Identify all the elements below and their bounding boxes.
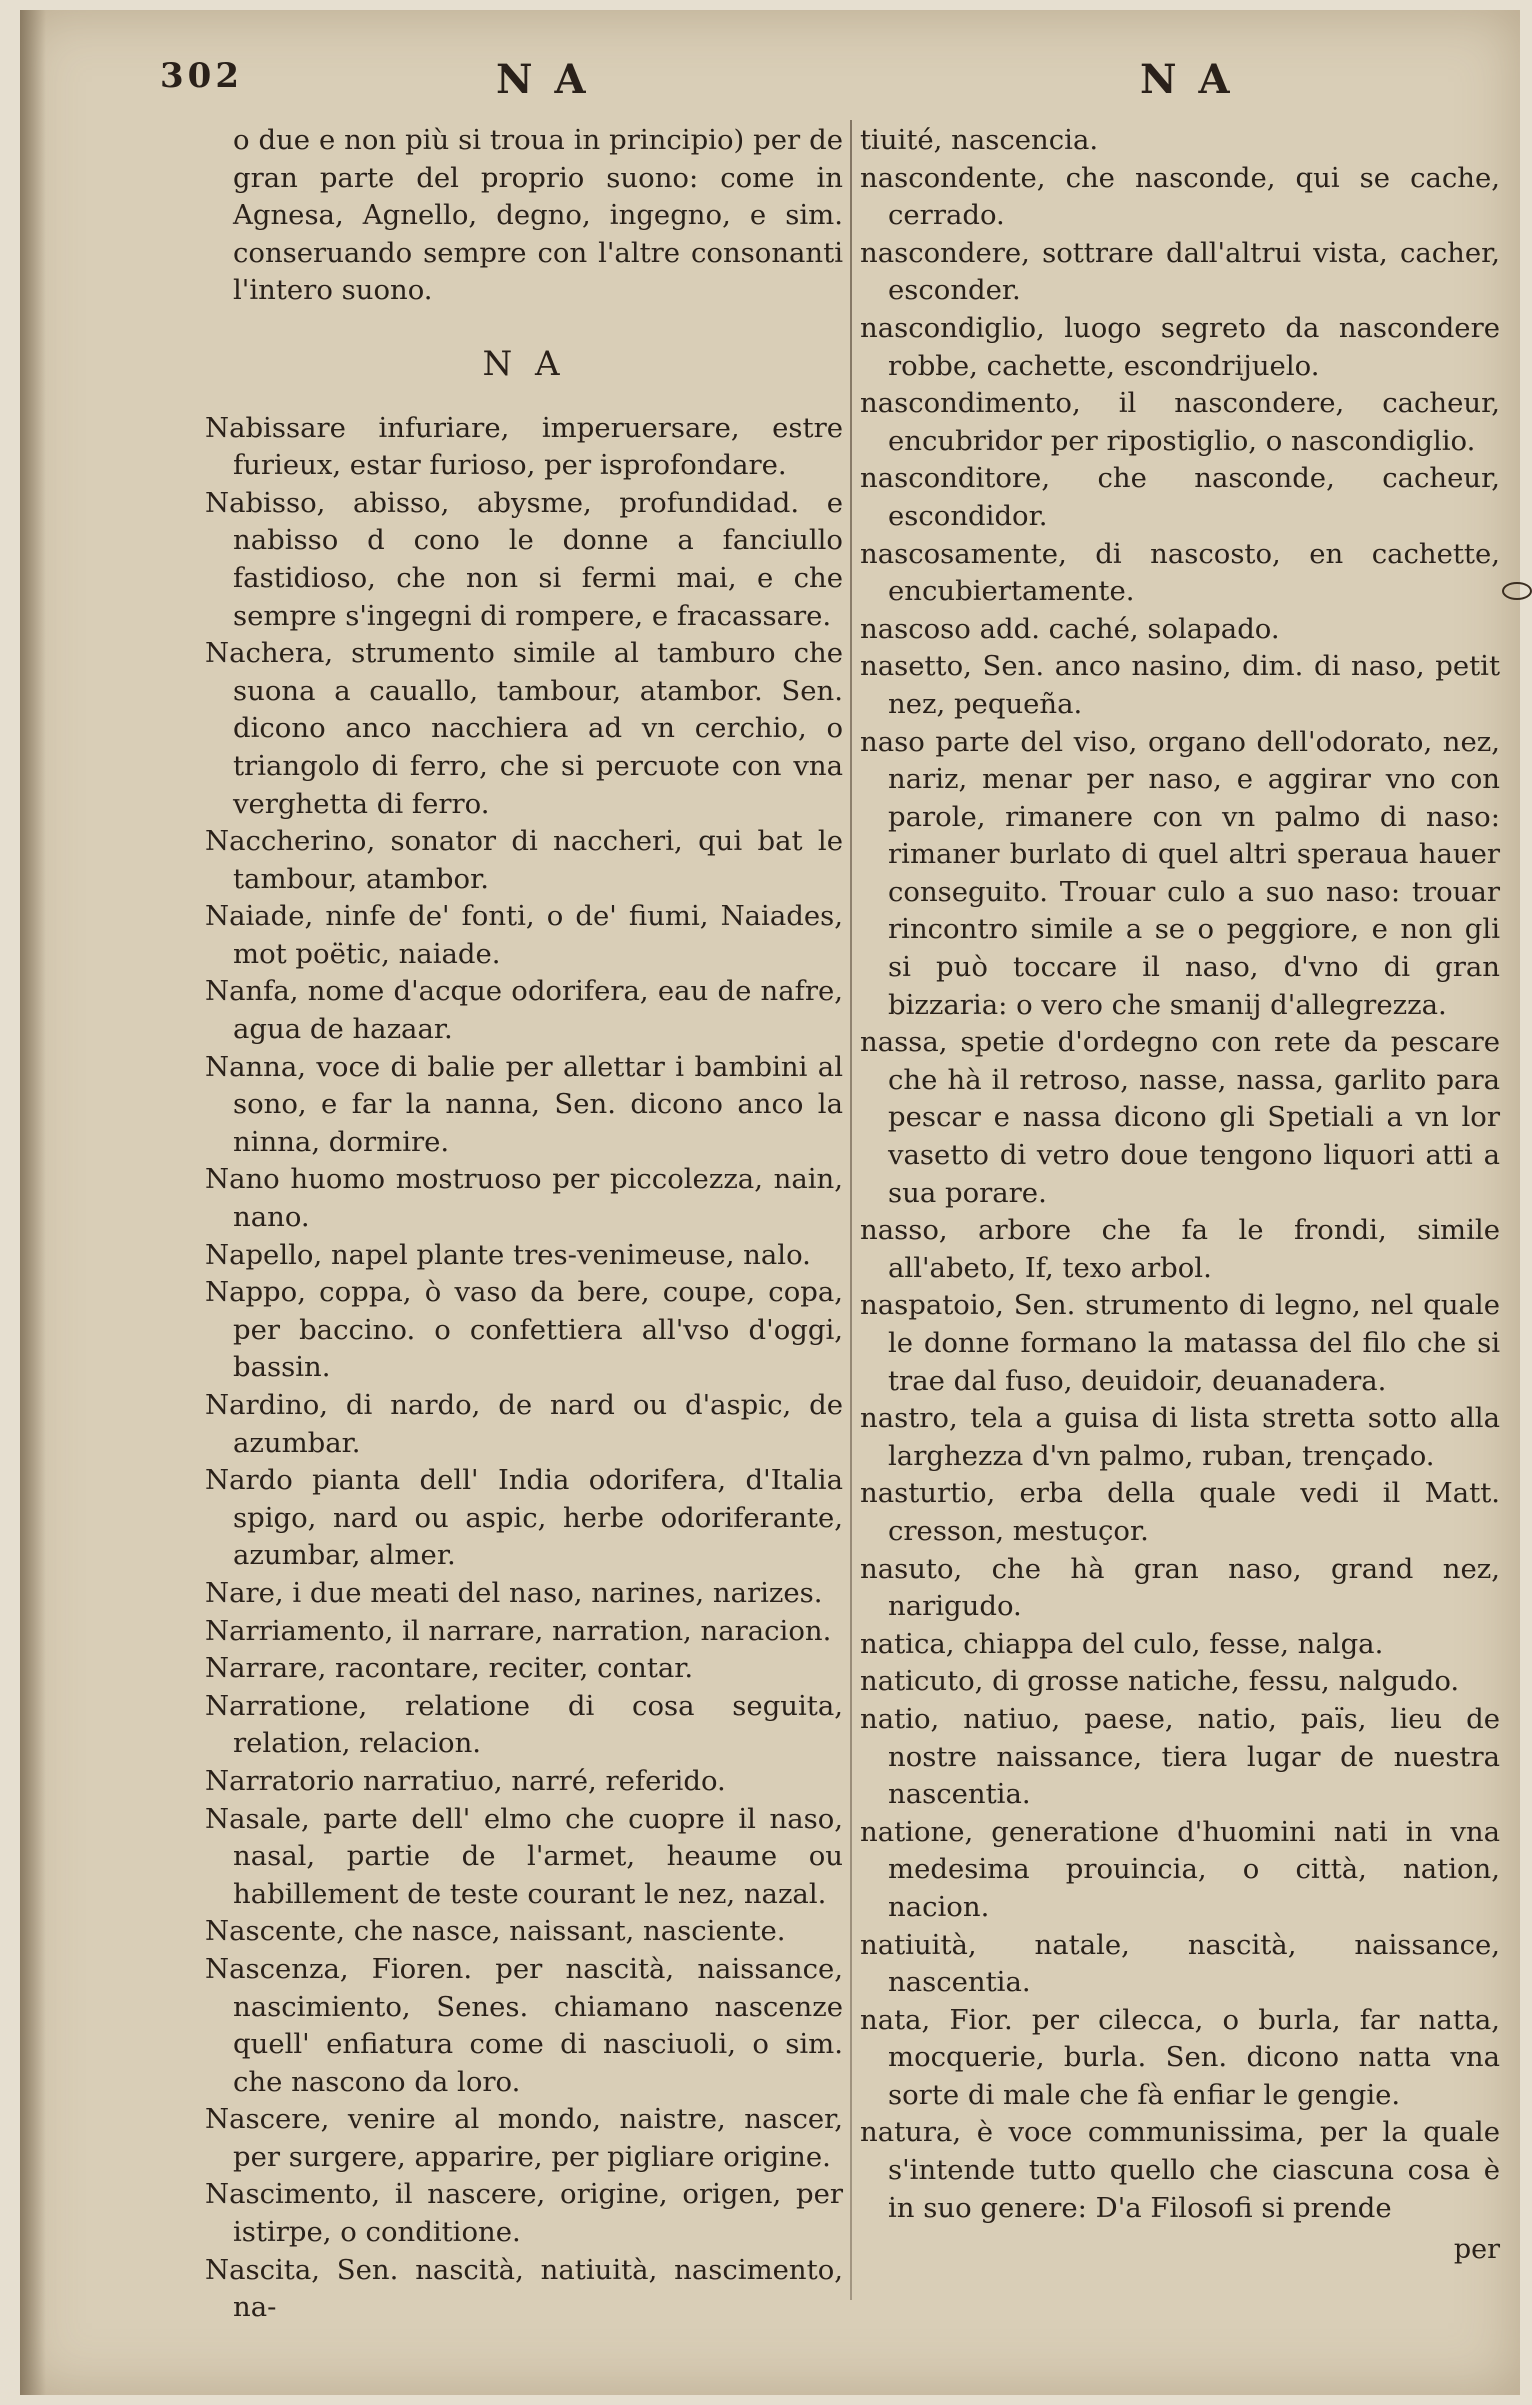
dictionary-entry: nasetto, Sen. anco nasino, dim. di naso, petit nez, pequeña. bbox=[860, 650, 1500, 720]
dictionary-entry: nascosamente, di nascosto, en cachette, encubiertamente. bbox=[860, 537, 1500, 608]
page-number: 302 bbox=[160, 56, 243, 96]
dictionary-entry: nasturtio, erba della quale vedi il Matt. cresson, mestuçor. bbox=[860, 1477, 1500, 1547]
dictionary-entry: nascondimento, il nascondere, cacheur, encubridor per ripostiglio, o nascondiglio. bbox=[860, 387, 1500, 457]
right-entries bbox=[860, 122, 1500, 2227]
dictionary-entry: naspatoio, Sen. strumento di legno, nel quale le donne formano la matassa del filo che si trae dal fuso, deuidoir, deuanadera. bbox=[860, 1289, 1500, 1397]
dictionary-entry: Narrare, racontare, reciter, contar. bbox=[205, 1652, 694, 1685]
right-column bbox=[860, 122, 1500, 2269]
dictionary-entry: natio, natiuo, paese, natio, païs, lieu de nostre naissance, tiera lugar de nuestra nascentia. bbox=[860, 1702, 1500, 1811]
dictionary-entry: nastro, tela a guisa di lista stretta sotto alla larghezza d'vn palmo, ruban, trençado. bbox=[860, 1402, 1500, 1472]
dictionary-entry: Nascere, venire al mondo, naistre, nascer, per surgere, apparire, per pigliare origine. bbox=[205, 2103, 843, 2173]
margin-ring-mark bbox=[1502, 582, 1532, 600]
dictionary-entry: Nascimento, il nascere, origine, origen, per istirpe, o conditione. bbox=[205, 2178, 843, 2249]
dictionary-entry: nassa, spetie d'ordegno con rete da pescare che hà il retroso, nasse, nassa, garlito para pescar e nassa dicono gli Spetiali a vn lor vasetto di vetro doue tengono liquori atti a sua porare. bbox=[860, 1026, 1500, 1209]
dictionary-entry: Narratorio narratiuo, narré, referido. bbox=[205, 1764, 726, 1797]
dictionary-entry: Nappo, coppa, ò vaso da bere, coupe, copa, per baccino. o confettiera all'vso d'oggi, bassin. bbox=[205, 1276, 843, 1384]
dictionary-entry: nascondente, che nasconde, qui se cache, cerrado. bbox=[860, 161, 1500, 232]
dictionary-entry: Nasale, parte dell' elmo che cuopre il naso, nasal, partie de l'armet, heaume ou habillement de teste courant le nez, nazal. bbox=[205, 1802, 843, 1910]
dictionary-entry: Nano huomo mostruoso per piccolezza, nain, nano. bbox=[205, 1163, 843, 1234]
dictionary-entry: nasconditore, che nasconde, cacheur, escondidor. bbox=[860, 462, 1500, 532]
section-heading: N A bbox=[482, 343, 566, 384]
dictionary-entry: Naiade, ninfe de' fonti, o de' fiumi, Naiades, mot poëtic, naiade. bbox=[205, 900, 843, 970]
dictionary-entry: nasuto, che hà gran naso, grand nez, narigudo. bbox=[860, 1552, 1500, 1623]
dictionary-entry: Nabissare infuriare, imperuersare, estre furieux, estar furioso, per isprofondare. bbox=[205, 411, 843, 482]
dictionary-entry: nascoso add. caché, solapado. bbox=[860, 612, 1280, 645]
dictionary-entry: nasso, arbore che fa le frondi, simile all'abeto, If, texo arbol. bbox=[860, 1214, 1500, 1284]
dictionary-entry: natiuità, natale, nascità, naissance, nascentia. bbox=[860, 1928, 1500, 1999]
dictionary-entry: Nascenza, Fioren. per nascità, naissance, nascimiento, Senes. chiamano nascenze quell' enfiatura come di nasciuoli, o sim. che nascono da loro. bbox=[205, 1952, 843, 2098]
catchword: per bbox=[1453, 2234, 1500, 2266]
dictionary-entry: nata, Fior. per cilecca, o burla, far natta, mocquerie, burla. Sen. dicono natta vna sorte di male che fà enfiar le gengie. bbox=[860, 2003, 1500, 2111]
dictionary-entry: Nascente, che nasce, naissant, nasciente. bbox=[205, 1915, 786, 1948]
dictionary-entry: Naccherino, sonator di naccheri, qui bat le tambour, atambor. bbox=[205, 825, 843, 895]
left-entries bbox=[205, 410, 843, 2327]
left-column bbox=[205, 122, 843, 2327]
dictionary-entry: Nascita, Sen. nascità, natiuità, nascimento, na- bbox=[205, 2253, 843, 2324]
dictionary-entry: Nabisso, abisso, abysme, profundidad. e nabisso d cono le donne a fanciullo fastidioso, che non si fermi mai, e che sempre s'ingegni di rompere, e fracassare. bbox=[205, 486, 843, 632]
dictionary-entry: Nachera, strumento simile al tamburo che suona a cauallo, tambour, atambor. Sen. dicono anco nacchiera ad vn cerchio, o triangolo di ferro, che si percuote con vna verghetta di ferro. bbox=[205, 637, 843, 820]
dictionary-entry: natione, generatione d'huomini nati in vna medesima prouincia, o città, nation, nacion. bbox=[860, 1815, 1500, 1923]
binding-shadow bbox=[20, 10, 46, 2395]
right-running-head: N A bbox=[1140, 56, 1234, 103]
dictionary-entry: Narriamento, il narrare, narration, naracion. bbox=[205, 1614, 832, 1647]
dictionary-entry: nascondiglio, luogo segreto da nascondere robbe, cachette, escondrijuelo. bbox=[860, 311, 1500, 382]
dictionary-entry: natura, è voce communissima, per la quale s'intende tutto quello che ciascuna cosa è in suo genere: D'a Filosofi si prende bbox=[860, 2116, 1500, 2224]
dictionary-entry: Narratione, relatione di cosa seguita, relation, relacion. bbox=[205, 1689, 843, 1760]
dictionary-entry: tiuité, nascencia. bbox=[860, 124, 1099, 156]
dictionary-entry: Napello, napel plante tres-venimeuse, nalo. bbox=[205, 1238, 811, 1271]
column-divider bbox=[850, 120, 852, 2300]
dictionary-entry: nascondere, sottrare dall'altrui vista, cacher, esconder. bbox=[860, 236, 1500, 307]
dictionary-page bbox=[20, 10, 1520, 2395]
dictionary-entry: Nare, i due meati del naso, narines, narizes. bbox=[205, 1576, 823, 1609]
left-running-head: N A bbox=[496, 56, 590, 103]
intro-paragraph: o due e non più si troua in principio) per de gran parte del proprio suono: come in Agnesa, Agnello, degno, ingegno, e sim. conseruando sempre con l'altre consonanti l'intero suono. bbox=[233, 124, 843, 307]
dictionary-entry: natica, chiappa del culo, fesse, nalga. bbox=[860, 1627, 1384, 1660]
dictionary-entry: naso parte del viso, organo dell'odorato, nez, nariz, menar per naso, e aggirar vno con parole, rimanere con vn palmo di naso: rimaner burlato di quel altri speraua hauer conseguito. Trouar culo a suo naso: trouar rincontro simile a se o peggiore, e non gli si può toccare il naso, d'vno di gran bizzaria: o vero che smanij d'allegrezza. bbox=[860, 725, 1500, 1021]
dictionary-entry: Nanfa, nome d'acque odorifera, eau de nafre, agua de hazaar. bbox=[205, 975, 843, 1046]
dictionary-entry: Nardino, di nardo, de nard ou d'aspic, de azumbar. bbox=[205, 1389, 843, 1459]
dictionary-entry: Nardo pianta dell' India odorifera, d'Italia spigo, nard ou aspic, herbe odoriferante, azumbar, almer. bbox=[205, 1464, 843, 1572]
dictionary-entry: naticuto, di grosse natiche, fessu, nalgudo. bbox=[860, 1665, 1460, 1698]
dictionary-entry: Nanna, voce di balie per allettar i bambini al sono, e far la nanna, Sen. dicono anco la ninna, dormire. bbox=[205, 1050, 843, 1158]
